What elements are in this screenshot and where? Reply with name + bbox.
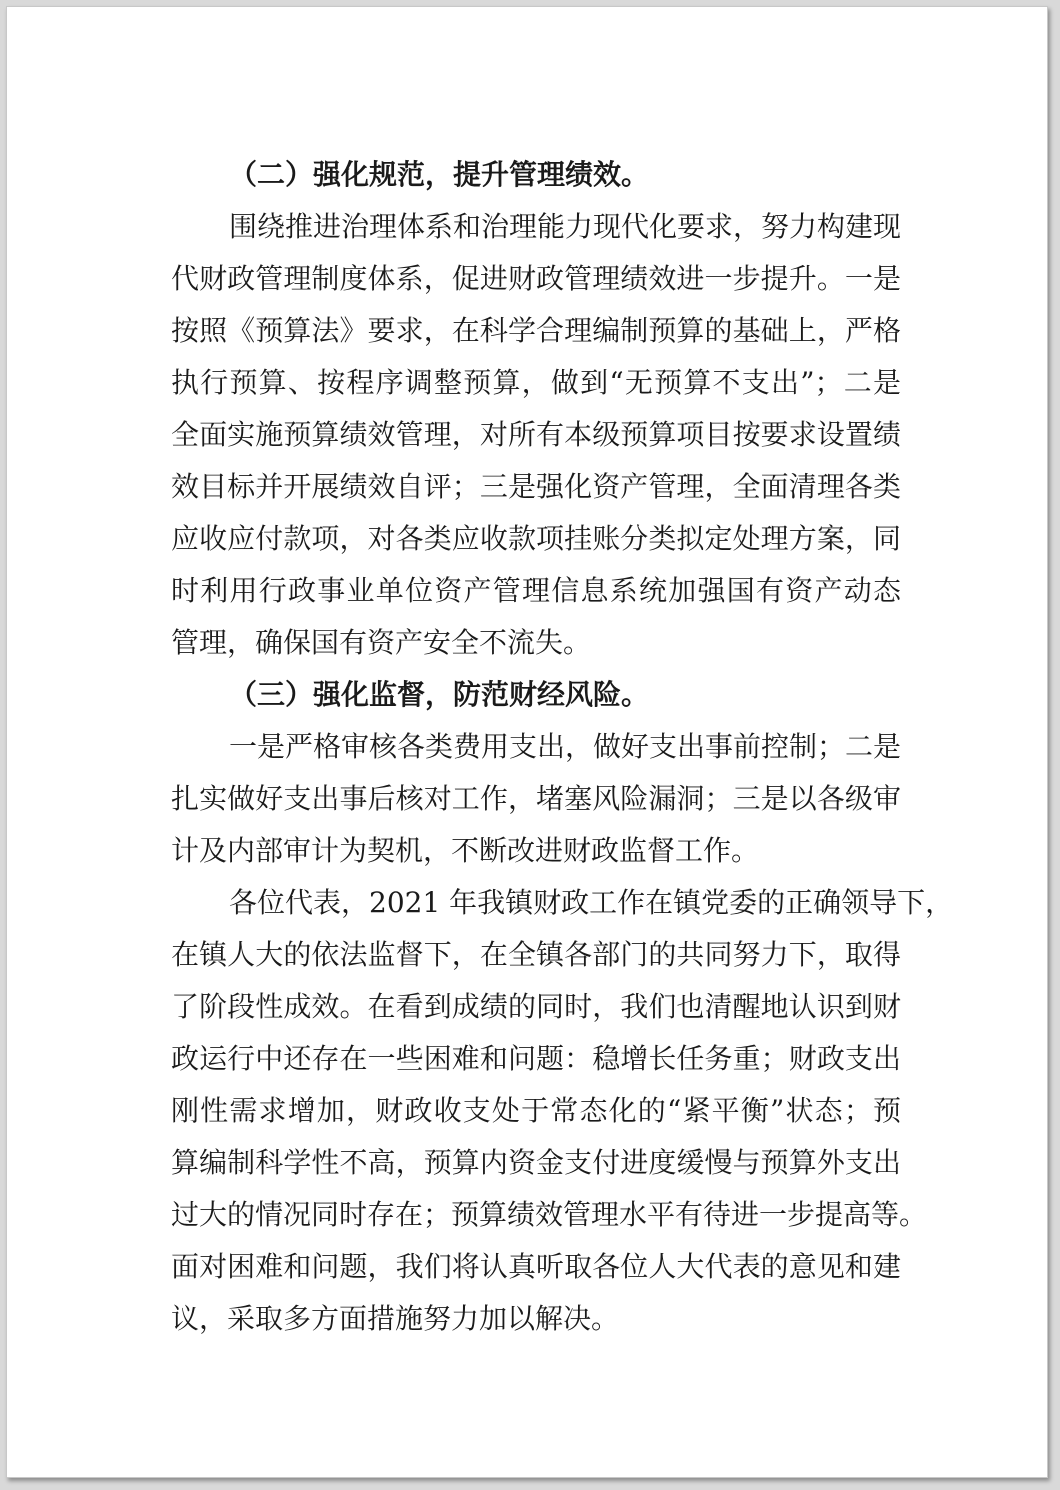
paragraph-line: 在镇人大的依法监督下，在全镇各部门的共同努力下，取得	[171, 938, 901, 971]
paragraph-line: 面对困难和问题，我们将认真听取各位人大代表的意见和建	[171, 1250, 901, 1283]
paragraph-line: 全面实施预算绩效管理，对所有本级预算项目按要求设置绩	[171, 418, 901, 451]
paragraph-line: 过大的情况同时存在；预算绩效管理水平有待进一步提高等。	[171, 1198, 928, 1231]
paragraph-line: 政运行中还存在一些困难和问题：稳增长任务重；财政支出	[171, 1042, 901, 1075]
paragraph-line: 各位代表，2021 年我镇财政工作在镇党委的正确领导下，	[229, 886, 954, 919]
paragraph-line: 扎实做好支出事后核对工作，堵塞风险漏洞；三是以各级审	[171, 782, 901, 815]
paragraph-line: 算编制科学性不高，预算内资金支付进度缓慢与预算外支出	[171, 1146, 901, 1179]
paragraph-line: 时利用行政事业单位资产管理信息系统加强国有资产动态	[171, 574, 901, 607]
paragraph-line: 应收应付款项，对各类应收款项挂账分类拟定处理方案，同	[171, 522, 901, 555]
paragraph-line: 按照《预算法》要求，在科学合理编制预算的基础上，严格	[171, 314, 901, 347]
section-heading-3: （三）强化监督，防范财经风险。	[229, 678, 650, 711]
paragraph-line: 管理，确保国有资产安全不流失。	[171, 626, 592, 659]
paragraph-line: 了阶段性成效。在看到成绩的同时，我们也清醒地认识到财	[171, 990, 901, 1023]
paragraph-line: 围绕推进治理体系和治理能力现代化要求，努力构建现	[229, 210, 902, 243]
document-body	[171, 149, 954, 1345]
paragraph-line: 议，采取多方面措施努力加以解决。	[171, 1302, 620, 1335]
paragraph-line: 执行预算、按程序调整预算，做到“无预算不支出”；二是	[171, 366, 901, 399]
paragraph-line: 刚性需求增加，财政收支处于常态化的“紧平衡”状态；预	[171, 1094, 901, 1127]
section-heading-2: （二）强化规范，提升管理绩效。	[229, 158, 650, 191]
document-page	[6, 6, 1048, 1478]
paragraph-line: 一是严格审核各类费用支出，做好支出事前控制；二是	[229, 730, 902, 763]
paragraph-line: 计及内部审计为契机，不断改进财政监督工作。	[171, 834, 760, 867]
paragraph-line: 效目标并开展绩效自评；三是强化资产管理，全面清理各类	[171, 470, 901, 503]
paragraph-line: 代财政管理制度体系，促进财政管理绩效进一步提升。一是	[171, 262, 901, 295]
